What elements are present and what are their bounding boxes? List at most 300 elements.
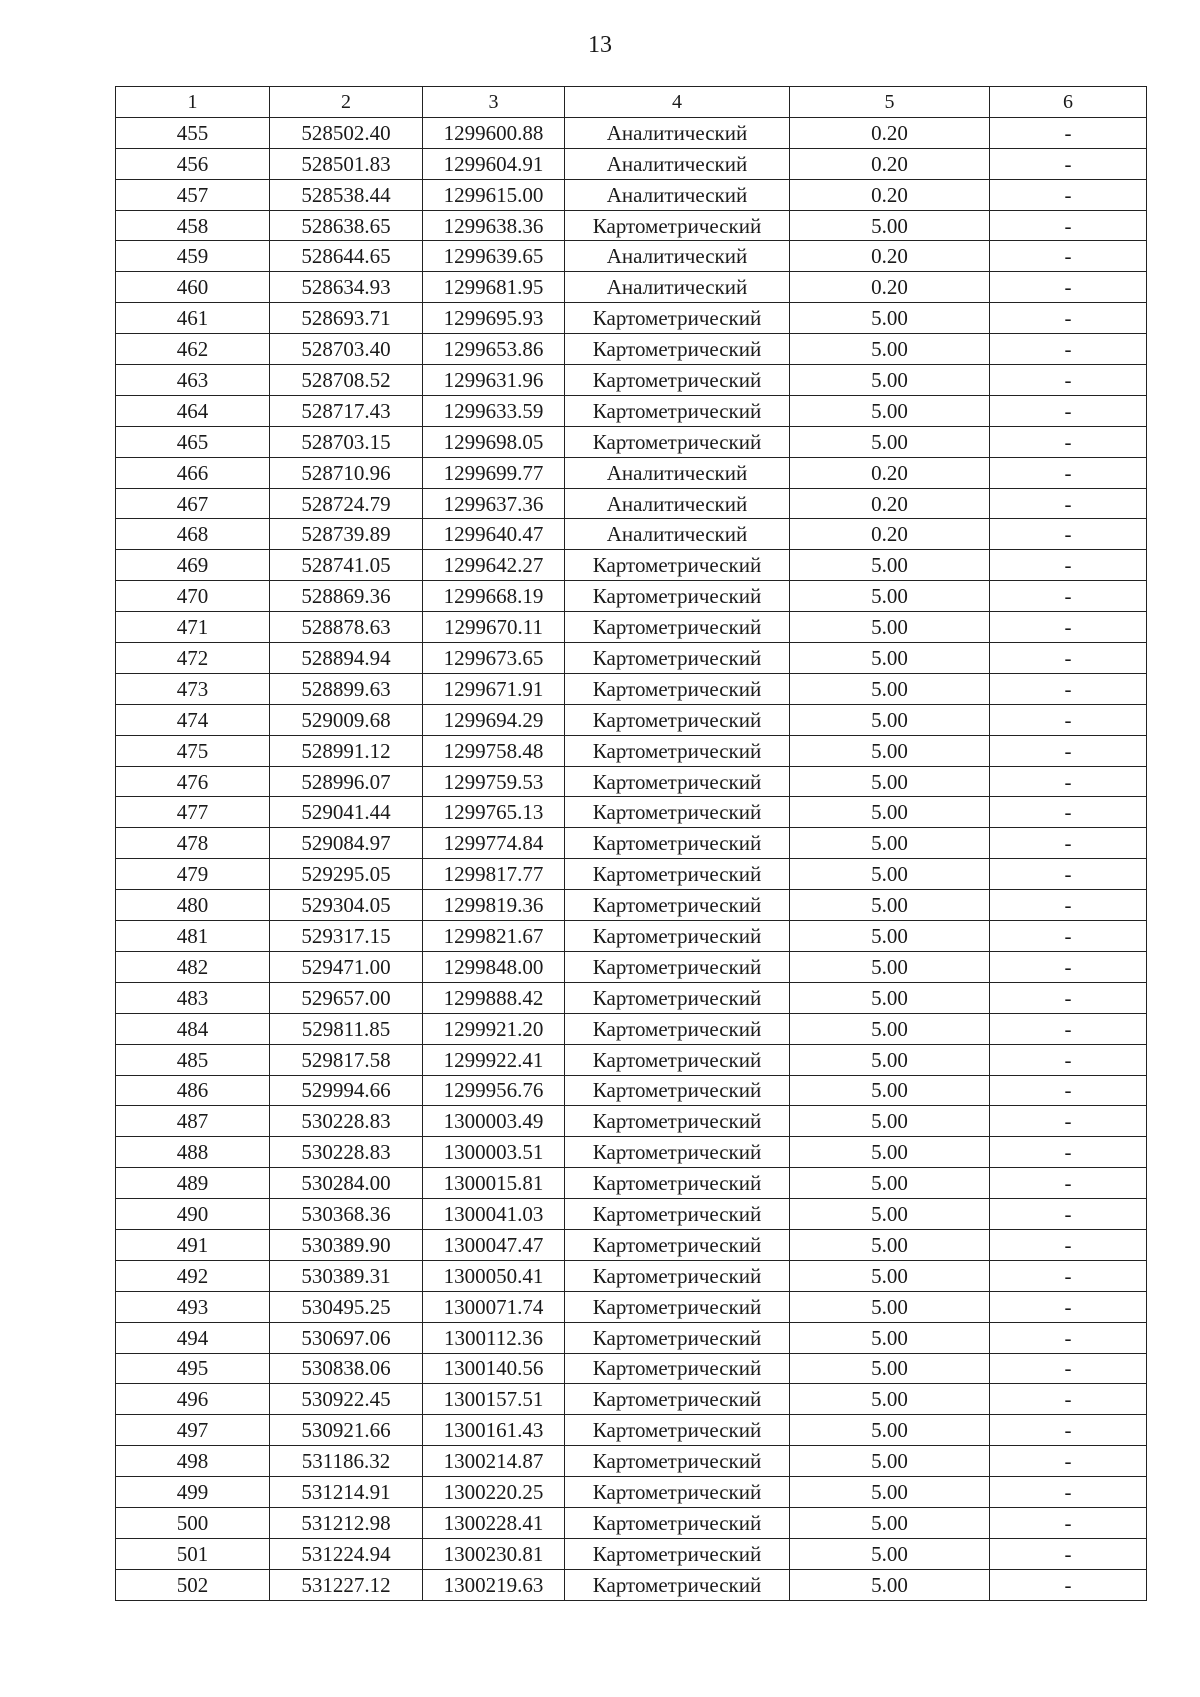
cell-x-coordinate: 529657.00 (270, 982, 423, 1013)
column-header-5: 5 (790, 87, 990, 118)
cell-y-coordinate: 1299681.95 (423, 272, 565, 303)
table-row (116, 1013, 1147, 1044)
cell-accuracy: 5.00 (790, 1507, 990, 1538)
cell-method: Картометрический (565, 797, 790, 828)
cell-point-number: 477 (116, 797, 270, 828)
cell-note: - (990, 426, 1147, 457)
cell-point-number: 469 (116, 550, 270, 581)
cell-note: - (990, 643, 1147, 674)
cell-method: Аналитический (565, 148, 790, 179)
cell-point-number: 495 (116, 1353, 270, 1384)
table-row (116, 395, 1147, 426)
cell-x-coordinate: 529295.05 (270, 859, 423, 890)
cell-point-number: 456 (116, 148, 270, 179)
cell-x-coordinate: 528501.83 (270, 148, 423, 179)
table-row (116, 1569, 1147, 1600)
table-header (116, 87, 1147, 118)
table-row (116, 921, 1147, 952)
table-row (116, 643, 1147, 674)
table-row (116, 1415, 1147, 1446)
cell-point-number: 468 (116, 519, 270, 550)
cell-method: Картометрический (565, 982, 790, 1013)
cell-point-number: 502 (116, 1569, 270, 1600)
cell-accuracy: 5.00 (790, 1075, 990, 1106)
page-number: 13 (588, 32, 612, 58)
cell-accuracy: 5.00 (790, 1322, 990, 1353)
cell-x-coordinate: 528644.65 (270, 241, 423, 272)
cell-point-number: 475 (116, 735, 270, 766)
cell-point-number: 476 (116, 766, 270, 797)
cell-point-number: 466 (116, 457, 270, 488)
cell-accuracy: 5.00 (790, 1384, 990, 1415)
cell-x-coordinate: 528996.07 (270, 766, 423, 797)
cell-x-coordinate: 531214.91 (270, 1477, 423, 1508)
cell-x-coordinate: 531186.32 (270, 1446, 423, 1477)
cell-x-coordinate: 528538.44 (270, 179, 423, 210)
cell-method: Аналитический (565, 519, 790, 550)
cell-y-coordinate: 1299638.36 (423, 210, 565, 241)
cell-point-number: 467 (116, 488, 270, 519)
table-row (116, 1106, 1147, 1137)
cell-method: Аналитический (565, 488, 790, 519)
cell-accuracy: 5.00 (790, 1137, 990, 1168)
cell-method: Картометрический (565, 1477, 790, 1508)
cell-y-coordinate: 1299671.91 (423, 673, 565, 704)
cell-note: - (990, 673, 1147, 704)
cell-accuracy: 5.00 (790, 921, 990, 952)
cell-point-number: 501 (116, 1538, 270, 1569)
cell-note: - (990, 859, 1147, 890)
cell-accuracy: 5.00 (790, 643, 990, 674)
cell-point-number: 462 (116, 334, 270, 365)
cell-method: Аналитический (565, 457, 790, 488)
cell-x-coordinate: 528869.36 (270, 581, 423, 612)
cell-accuracy: 5.00 (790, 1538, 990, 1569)
cell-point-number: 479 (116, 859, 270, 890)
cell-y-coordinate: 1300220.25 (423, 1477, 565, 1508)
cell-method: Аналитический (565, 272, 790, 303)
cell-x-coordinate: 530922.45 (270, 1384, 423, 1415)
cell-y-coordinate: 1300228.41 (423, 1507, 565, 1538)
cell-x-coordinate: 529304.05 (270, 890, 423, 921)
column-header-3: 3 (423, 87, 565, 118)
cell-note: - (990, 581, 1147, 612)
table-row (116, 1075, 1147, 1106)
cell-method: Картометрический (565, 550, 790, 581)
table-row (116, 550, 1147, 581)
cell-accuracy: 0.20 (790, 179, 990, 210)
cell-note: - (990, 1415, 1147, 1446)
cell-method: Картометрический (565, 1168, 790, 1199)
cell-note: - (990, 1075, 1147, 1106)
cell-point-number: 464 (116, 395, 270, 426)
cell-accuracy: 5.00 (790, 365, 990, 396)
cell-note: - (990, 1322, 1147, 1353)
cell-y-coordinate: 1300041.03 (423, 1199, 565, 1230)
cell-y-coordinate: 1300157.51 (423, 1384, 565, 1415)
cell-method: Картометрический (565, 1044, 790, 1075)
table-row (116, 673, 1147, 704)
cell-y-coordinate: 1299922.41 (423, 1044, 565, 1075)
table-row (116, 1044, 1147, 1075)
table-row (116, 1199, 1147, 1230)
table-row (116, 951, 1147, 982)
cell-point-number: 499 (116, 1477, 270, 1508)
cell-note: - (990, 735, 1147, 766)
cell-y-coordinate: 1299631.96 (423, 365, 565, 396)
cell-note: - (990, 241, 1147, 272)
cell-method: Картометрический (565, 1137, 790, 1168)
cell-accuracy: 5.00 (790, 1569, 990, 1600)
cell-x-coordinate: 529084.97 (270, 828, 423, 859)
cell-accuracy: 5.00 (790, 828, 990, 859)
cell-note: - (990, 951, 1147, 982)
cell-y-coordinate: 1299759.53 (423, 766, 565, 797)
cell-x-coordinate: 529317.15 (270, 921, 423, 952)
cell-point-number: 486 (116, 1075, 270, 1106)
cell-x-coordinate: 528634.93 (270, 272, 423, 303)
cell-method: Картометрический (565, 1538, 790, 1569)
cell-note: - (990, 179, 1147, 210)
cell-accuracy: 5.00 (790, 890, 990, 921)
cell-point-number: 474 (116, 704, 270, 735)
cell-y-coordinate: 1299640.47 (423, 519, 565, 550)
cell-accuracy: 5.00 (790, 951, 990, 982)
cell-point-number: 470 (116, 581, 270, 612)
table-row (116, 1384, 1147, 1415)
cell-y-coordinate: 1299819.36 (423, 890, 565, 921)
cell-accuracy: 5.00 (790, 1446, 990, 1477)
cell-accuracy: 5.00 (790, 797, 990, 828)
cell-y-coordinate: 1299670.11 (423, 612, 565, 643)
cell-accuracy: 0.20 (790, 488, 990, 519)
cell-accuracy: 5.00 (790, 1106, 990, 1137)
cell-method: Картометрический (565, 1013, 790, 1044)
cell-point-number: 498 (116, 1446, 270, 1477)
cell-note: - (990, 766, 1147, 797)
cell-method: Картометрический (565, 303, 790, 334)
cell-point-number: 459 (116, 241, 270, 272)
table-row (116, 334, 1147, 365)
cell-x-coordinate: 528991.12 (270, 735, 423, 766)
cell-accuracy: 5.00 (790, 735, 990, 766)
cell-method: Картометрический (565, 1322, 790, 1353)
cell-x-coordinate: 529009.68 (270, 704, 423, 735)
cell-x-coordinate: 528703.40 (270, 334, 423, 365)
cell-y-coordinate: 1299639.65 (423, 241, 565, 272)
table-row (116, 148, 1147, 179)
cell-note: - (990, 921, 1147, 952)
table-row (116, 1353, 1147, 1384)
cell-y-coordinate: 1299817.77 (423, 859, 565, 890)
cell-accuracy: 5.00 (790, 303, 990, 334)
cell-note: - (990, 1013, 1147, 1044)
cell-x-coordinate: 528717.43 (270, 395, 423, 426)
cell-point-number: 455 (116, 117, 270, 148)
table-row (116, 117, 1147, 148)
cell-method: Картометрический (565, 581, 790, 612)
cell-method: Картометрический (565, 1075, 790, 1106)
cell-method: Картометрический (565, 921, 790, 952)
cell-accuracy: 0.20 (790, 519, 990, 550)
cell-x-coordinate: 528741.05 (270, 550, 423, 581)
cell-x-coordinate: 530838.06 (270, 1353, 423, 1384)
cell-accuracy: 5.00 (790, 426, 990, 457)
table-row (116, 1260, 1147, 1291)
cell-x-coordinate: 530495.25 (270, 1291, 423, 1322)
cell-method: Картометрический (565, 643, 790, 674)
header-row (116, 87, 1147, 118)
cell-y-coordinate: 1299821.67 (423, 921, 565, 952)
cell-x-coordinate: 528878.63 (270, 612, 423, 643)
cell-point-number: 481 (116, 921, 270, 952)
table-row (116, 1137, 1147, 1168)
cell-method: Аналитический (565, 179, 790, 210)
cell-method: Картометрический (565, 735, 790, 766)
cell-y-coordinate: 1299633.59 (423, 395, 565, 426)
cell-point-number: 492 (116, 1260, 270, 1291)
cell-accuracy: 5.00 (790, 581, 990, 612)
cell-x-coordinate: 528708.52 (270, 365, 423, 396)
cell-y-coordinate: 1300003.49 (423, 1106, 565, 1137)
cell-y-coordinate: 1299615.00 (423, 179, 565, 210)
cell-accuracy: 0.20 (790, 241, 990, 272)
cell-point-number: 488 (116, 1137, 270, 1168)
column-header-6: 6 (990, 87, 1147, 118)
table-row (116, 797, 1147, 828)
cell-accuracy: 5.00 (790, 859, 990, 890)
table-row (116, 241, 1147, 272)
table-row (116, 704, 1147, 735)
table-row (116, 179, 1147, 210)
cell-y-coordinate: 1300112.36 (423, 1322, 565, 1353)
cell-note: - (990, 704, 1147, 735)
cell-note: - (990, 1291, 1147, 1322)
cell-accuracy: 5.00 (790, 1044, 990, 1075)
cell-x-coordinate: 528894.94 (270, 643, 423, 674)
table-row (116, 581, 1147, 612)
cell-accuracy: 5.00 (790, 673, 990, 704)
table-row (116, 303, 1147, 334)
cell-method: Картометрический (565, 1199, 790, 1230)
table-row (116, 859, 1147, 890)
cell-y-coordinate: 1300003.51 (423, 1137, 565, 1168)
cell-note: - (990, 303, 1147, 334)
cell-note: - (990, 365, 1147, 396)
cell-note: - (990, 148, 1147, 179)
cell-note: - (990, 828, 1147, 859)
cell-y-coordinate: 1299653.86 (423, 334, 565, 365)
cell-accuracy: 5.00 (790, 1229, 990, 1260)
cell-y-coordinate: 1300015.81 (423, 1168, 565, 1199)
cell-method: Картометрический (565, 1569, 790, 1600)
cell-point-number: 458 (116, 210, 270, 241)
cell-method: Картометрический (565, 1229, 790, 1260)
cell-x-coordinate: 529471.00 (270, 951, 423, 982)
cell-point-number: 473 (116, 673, 270, 704)
cell-method: Картометрический (565, 890, 790, 921)
table-row (116, 1322, 1147, 1353)
cell-y-coordinate: 1300230.81 (423, 1538, 565, 1569)
cell-x-coordinate: 530368.36 (270, 1199, 423, 1230)
cell-method: Картометрический (565, 1353, 790, 1384)
cell-y-coordinate: 1299921.20 (423, 1013, 565, 1044)
cell-x-coordinate: 529041.44 (270, 797, 423, 828)
cell-x-coordinate: 531227.12 (270, 1569, 423, 1600)
cell-y-coordinate: 1300219.63 (423, 1569, 565, 1600)
cell-y-coordinate: 1299698.05 (423, 426, 565, 457)
cell-y-coordinate: 1300214.87 (423, 1446, 565, 1477)
cell-note: - (990, 1446, 1147, 1477)
table-row (116, 488, 1147, 519)
cell-note: - (990, 1260, 1147, 1291)
table-row (116, 612, 1147, 643)
column-header-2: 2 (270, 87, 423, 118)
cell-note: - (990, 890, 1147, 921)
cell-method: Картометрический (565, 1415, 790, 1446)
cell-y-coordinate: 1299765.13 (423, 797, 565, 828)
table-row (116, 519, 1147, 550)
cell-y-coordinate: 1300050.41 (423, 1260, 565, 1291)
cell-point-number: 490 (116, 1199, 270, 1230)
cell-accuracy: 5.00 (790, 1291, 990, 1322)
cell-method: Картометрический (565, 951, 790, 982)
cell-y-coordinate: 1300140.56 (423, 1353, 565, 1384)
cell-accuracy: 5.00 (790, 1168, 990, 1199)
cell-y-coordinate: 1300047.47 (423, 1229, 565, 1260)
cell-method: Картометрический (565, 1384, 790, 1415)
cell-x-coordinate: 531224.94 (270, 1538, 423, 1569)
cell-accuracy: 5.00 (790, 550, 990, 581)
cell-note: - (990, 1106, 1147, 1137)
cell-x-coordinate: 528739.89 (270, 519, 423, 550)
cell-method: Картометрический (565, 1446, 790, 1477)
cell-note: - (990, 1168, 1147, 1199)
table-row (116, 272, 1147, 303)
cell-method: Картометрический (565, 365, 790, 396)
cell-accuracy: 5.00 (790, 210, 990, 241)
cell-y-coordinate: 1299888.42 (423, 982, 565, 1013)
cell-method: Картометрический (565, 1106, 790, 1137)
cell-x-coordinate: 528693.71 (270, 303, 423, 334)
cell-x-coordinate: 530228.83 (270, 1106, 423, 1137)
cell-note: - (990, 1199, 1147, 1230)
cell-note: - (990, 117, 1147, 148)
cell-method: Картометрический (565, 395, 790, 426)
cell-y-coordinate: 1299695.93 (423, 303, 565, 334)
cell-y-coordinate: 1299694.29 (423, 704, 565, 735)
cell-point-number: 480 (116, 890, 270, 921)
cell-point-number: 471 (116, 612, 270, 643)
cell-accuracy: 5.00 (790, 766, 990, 797)
cell-note: - (990, 612, 1147, 643)
table-row (116, 1507, 1147, 1538)
cell-accuracy: 0.20 (790, 457, 990, 488)
cell-x-coordinate: 528710.96 (270, 457, 423, 488)
cell-accuracy: 5.00 (790, 704, 990, 735)
cell-note: - (990, 395, 1147, 426)
table-row (116, 890, 1147, 921)
cell-y-coordinate: 1300071.74 (423, 1291, 565, 1322)
cell-x-coordinate: 528899.63 (270, 673, 423, 704)
cell-note: - (990, 457, 1147, 488)
column-header-1: 1 (116, 87, 270, 118)
column-header-4: 4 (565, 87, 790, 118)
cell-y-coordinate: 1299774.84 (423, 828, 565, 859)
cell-note: - (990, 334, 1147, 365)
cell-note: - (990, 1353, 1147, 1384)
cell-point-number: 484 (116, 1013, 270, 1044)
cell-point-number: 496 (116, 1384, 270, 1415)
cell-y-coordinate: 1299673.65 (423, 643, 565, 674)
cell-point-number: 482 (116, 951, 270, 982)
table-row (116, 982, 1147, 1013)
cell-accuracy: 5.00 (790, 982, 990, 1013)
cell-method: Картометрический (565, 612, 790, 643)
cell-point-number: 465 (116, 426, 270, 457)
cell-x-coordinate: 530284.00 (270, 1168, 423, 1199)
cell-accuracy: 5.00 (790, 1260, 990, 1291)
cell-x-coordinate: 531212.98 (270, 1507, 423, 1538)
cell-x-coordinate: 528502.40 (270, 117, 423, 148)
cell-method: Картометрический (565, 1291, 790, 1322)
cell-x-coordinate: 529817.58 (270, 1044, 423, 1075)
cell-method: Картометрический (565, 766, 790, 797)
cell-method: Картометрический (565, 704, 790, 735)
cell-accuracy: 5.00 (790, 334, 990, 365)
cell-x-coordinate: 530921.66 (270, 1415, 423, 1446)
table-row (116, 1168, 1147, 1199)
cell-accuracy: 5.00 (790, 395, 990, 426)
cell-point-number: 493 (116, 1291, 270, 1322)
cell-accuracy: 0.20 (790, 148, 990, 179)
cell-point-number: 491 (116, 1229, 270, 1260)
cell-x-coordinate: 530228.83 (270, 1137, 423, 1168)
cell-x-coordinate: 528724.79 (270, 488, 423, 519)
cell-method: Картометрический (565, 334, 790, 365)
cell-note: - (990, 272, 1147, 303)
cell-note: - (990, 1569, 1147, 1600)
cell-x-coordinate: 528638.65 (270, 210, 423, 241)
cell-y-coordinate: 1299848.00 (423, 951, 565, 982)
cell-point-number: 457 (116, 179, 270, 210)
cell-note: - (990, 488, 1147, 519)
table-row (116, 210, 1147, 241)
cell-point-number: 500 (116, 1507, 270, 1538)
cell-note: - (990, 519, 1147, 550)
cell-method: Аналитический (565, 117, 790, 148)
table-row (116, 735, 1147, 766)
cell-x-coordinate: 530389.90 (270, 1229, 423, 1260)
cell-y-coordinate: 1299758.48 (423, 735, 565, 766)
cell-note: - (990, 210, 1147, 241)
cell-note: - (990, 1384, 1147, 1415)
cell-point-number: 460 (116, 272, 270, 303)
cell-point-number: 461 (116, 303, 270, 334)
cell-accuracy: 5.00 (790, 1477, 990, 1508)
cell-method: Картометрический (565, 1260, 790, 1291)
cell-y-coordinate: 1299604.91 (423, 148, 565, 179)
cell-method: Картометрический (565, 1507, 790, 1538)
cell-accuracy: 0.20 (790, 272, 990, 303)
cell-y-coordinate: 1300161.43 (423, 1415, 565, 1446)
table-row (116, 1446, 1147, 1477)
cell-note: - (990, 1538, 1147, 1569)
cell-point-number: 472 (116, 643, 270, 674)
cell-accuracy: 5.00 (790, 1353, 990, 1384)
cell-point-number: 497 (116, 1415, 270, 1446)
cell-point-number: 478 (116, 828, 270, 859)
